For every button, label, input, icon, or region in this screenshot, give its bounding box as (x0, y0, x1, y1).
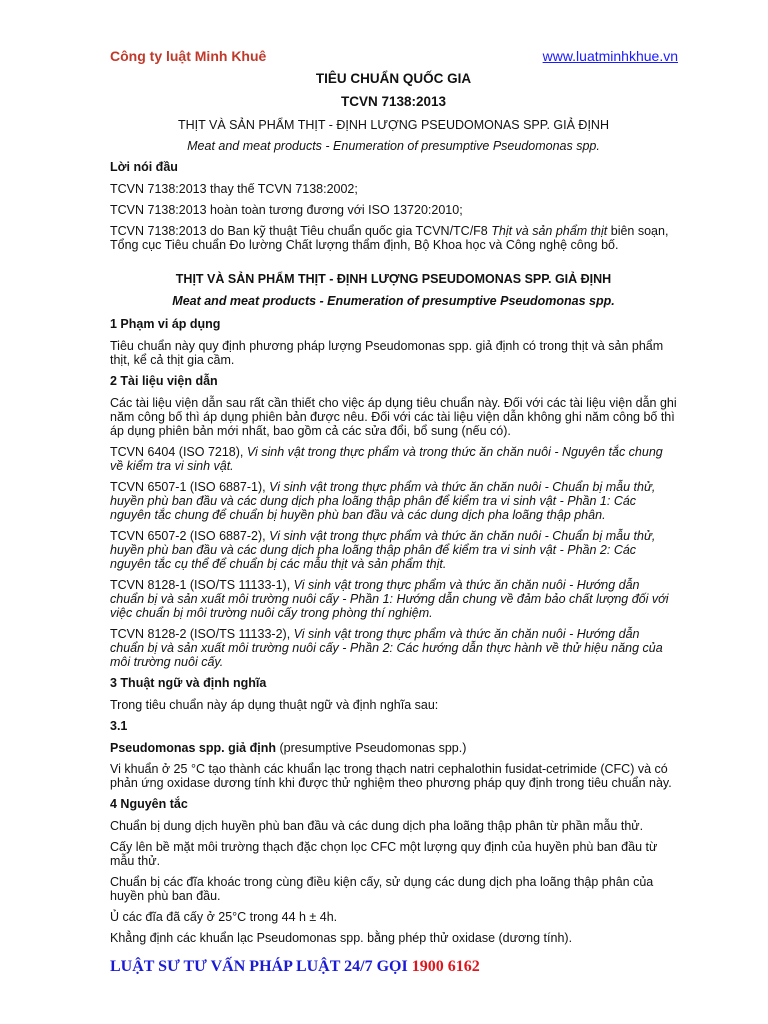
reference-item (110, 480, 677, 522)
section-3-1-definition: Vi khuẩn ở 25 °C tạo thành các khuẩn lạc trong thạch natri cephalothin fusidat-cetrimide (CFC) và có phản ứng oxidase dương tính khi được thử nghiệm theo phương pháp quy định trong tiêu chuẩn này. (110, 762, 672, 790)
reference-code: TCVN 6507-1 (ISO 6887-1), (110, 480, 270, 494)
foreword-3b: Thịt và sản phẩm thịt (491, 224, 608, 238)
document-body (110, 72, 677, 952)
doc-title: TIÊU CHUẨN QUỐC GIA (315, 71, 472, 86)
principle-item: Chuẩn bị các đĩa khoác trong cùng điều kiện cấy, sử dụng các dung dịch pha loãng thập phân của huyền phù ban đầu. (110, 875, 654, 903)
reference-title: Vi sinh vật trong thực phẩm và thức ăn chăn nuôi - Chuẩn bị mẫu thử, huyền phù ban đầu và các dung dịch pha loãng thập phân để kiểm tra vi sinh vật - Phần 2: Các nguyên tắc cụ thể để chuẩn bị các mẫu thịt và sản phẩm thịt. (110, 529, 656, 571)
reference-code: TCVN 8128-1 (ISO/TS 11133-1), (110, 578, 294, 592)
doc-code: TCVN 7138:2013 (340, 94, 447, 109)
principle-item: Ủ các đĩa đã cấy ở 25°C trong 44 h ± 4h. (110, 910, 338, 924)
main-title-vi: THỊT VÀ SẢN PHẨM THỊT - ĐỊNH LƯỢNG PSEUDOMONAS SPP. GIẢ ĐỊNH (175, 272, 612, 286)
section-2-text: Các tài liệu viện dẫn sau rất cần thiết cho việc áp dụng tiêu chuẩn này. Đối với các tài liệu viện dẫn ghi năm công bố thì áp dụng phiên bản được nêu. Đối với các tài liệu viện dẫn không ghi năm công bố thì áp dụng phiên bản mới nhất, bao gồm cả các sửa đổi, bổ sung (nếu có). (110, 396, 677, 438)
footer-text: LUẬT SƯ TƯ VẤN PHÁP LUẬT 24/7 GỌI (110, 958, 412, 975)
reference-title: Vi sinh vật trong thực phẩm và thức ăn chăn nuôi - Hướng dẫn chuẩn bị và sản xuất môi trường nuôi cấy - Phần 1: Hướng dẫn chung về đảm bảo chất lượng đối với việc chuẩn bị môi trường nuôi cấy trong phòng thí nghiệm. (110, 578, 669, 620)
reference-item (110, 578, 677, 620)
reference-code: TCVN 6507-2 (ISO 6887-2), (110, 529, 270, 543)
term-name-en: (presumptive Pseudomonas spp.) (276, 741, 467, 755)
footer-phone[interactable]: 1900 6162 (411, 958, 480, 975)
principle-item: Chuẩn bị dung dịch huyền phù ban đầu và các dung dịch pha loãng thập phân từ phần mẫu thử. (110, 819, 644, 833)
reference-code: TCVN 6404 (ISO 7218), (110, 445, 247, 459)
foreword-3a: TCVN 7138:2013 do Ban kỹ thuật Tiêu chuẩn quốc gia TCVN/TC/F8 (110, 224, 492, 238)
reference-code: TCVN 8128-2 (ISO/TS 11133-2), (110, 627, 294, 641)
foreword-line-2: TCVN 7138:2013 hoàn toàn tương đương với ISO 13720:2010; (110, 203, 463, 217)
website-link[interactable]: www.luatminhkhue.vn (542, 48, 678, 64)
foreword-3c: biên soạn, Tổng cục Tiêu chuẩn Đo lường Chất lượng thẩm định, Bộ Khoa học và Công nghệ công bố. (110, 224, 669, 252)
company-name: Công ty luật Minh Khuê (110, 48, 267, 64)
page-header (110, 48, 678, 68)
reference-item (110, 445, 677, 473)
section-4-heading: 4 Nguyên tắc (110, 797, 188, 811)
section-1-text: Tiêu chuẩn này quy định phương pháp lượng Pseudomonas spp. giả định có trong thịt và sản phẩm thịt, kể cả thịt gia cầm. (110, 339, 664, 367)
reference-title: Vi sinh vật trong thực phẩm và thức ăn chăn nuôi - Hướng dẫn chuẩn bị và sản xuất môi trường nuôi cấy - Phần 2: Các hướng dẫn thực hành về thử hiệu năng của môi trường nuôi cấy. (110, 627, 663, 669)
principle-item: Khẳng định các khuẩn lạc Pseudomonas spp. bằng phép thử oxidase (dương tính). (110, 931, 573, 945)
reference-item (110, 627, 677, 669)
footer-banner (110, 958, 480, 976)
reference-title: Vi sinh vật trong thực phẩm và trong thức ăn chăn nuôi - Nguyên tắc chung về kiểm tra vi sinh vật. (110, 445, 663, 473)
doc-name-en: Meat and meat products - Enumeration of presumptive Pseudomonas spp. (187, 139, 600, 153)
section-1-heading: 1 Phạm vi áp dụng (110, 317, 221, 331)
term-name: Pseudomonas spp. giả định (110, 741, 276, 755)
reference-item (110, 529, 677, 571)
section-3-1-number: 3.1 (110, 719, 128, 733)
foreword-line-1: TCVN 7138:2013 thay thế TCVN 7138:2002; (110, 182, 358, 196)
section-2-heading: 2 Tài liệu viện dẫn (110, 374, 218, 388)
foreword-heading: Lời nói đầu (110, 160, 178, 174)
foreword-line-3 (110, 224, 677, 252)
reference-title: Vi sinh vật trong thực phẩm và thức ăn chăn nuôi - Chuẩn bị mẫu thử, huyền phù ban đầu và các dung dịch pha loãng thập phân để kiểm tra vi sinh vật - Phần 1: Các nguyên tắc chung để chuẩn bị huyền phù ban đầu và các dung dịch pha loãng thập phân. (110, 480, 656, 522)
main-title-en: Meat and meat products - Enumeration of presumptive Pseudomonas spp. (172, 294, 615, 308)
section-3-text: Trong tiêu chuẩn này áp dụng thuật ngữ và định nghĩa sau: (110, 698, 439, 712)
doc-name-vi: THỊT VÀ SẢN PHẨM THỊT - ĐỊNH LƯỢNG PSEUDOMONAS SPP. GIẢ ĐỊNH (178, 118, 609, 132)
section-3-heading: 3 Thuật ngữ và định nghĩa (110, 676, 267, 690)
principle-item: Cấy lên bề mặt môi trường thạch đặc chọn lọc CFC một lượng quy định của huyền phù ban đầu từ mẫu thử. (110, 840, 658, 868)
section-3-1-term (110, 741, 677, 755)
